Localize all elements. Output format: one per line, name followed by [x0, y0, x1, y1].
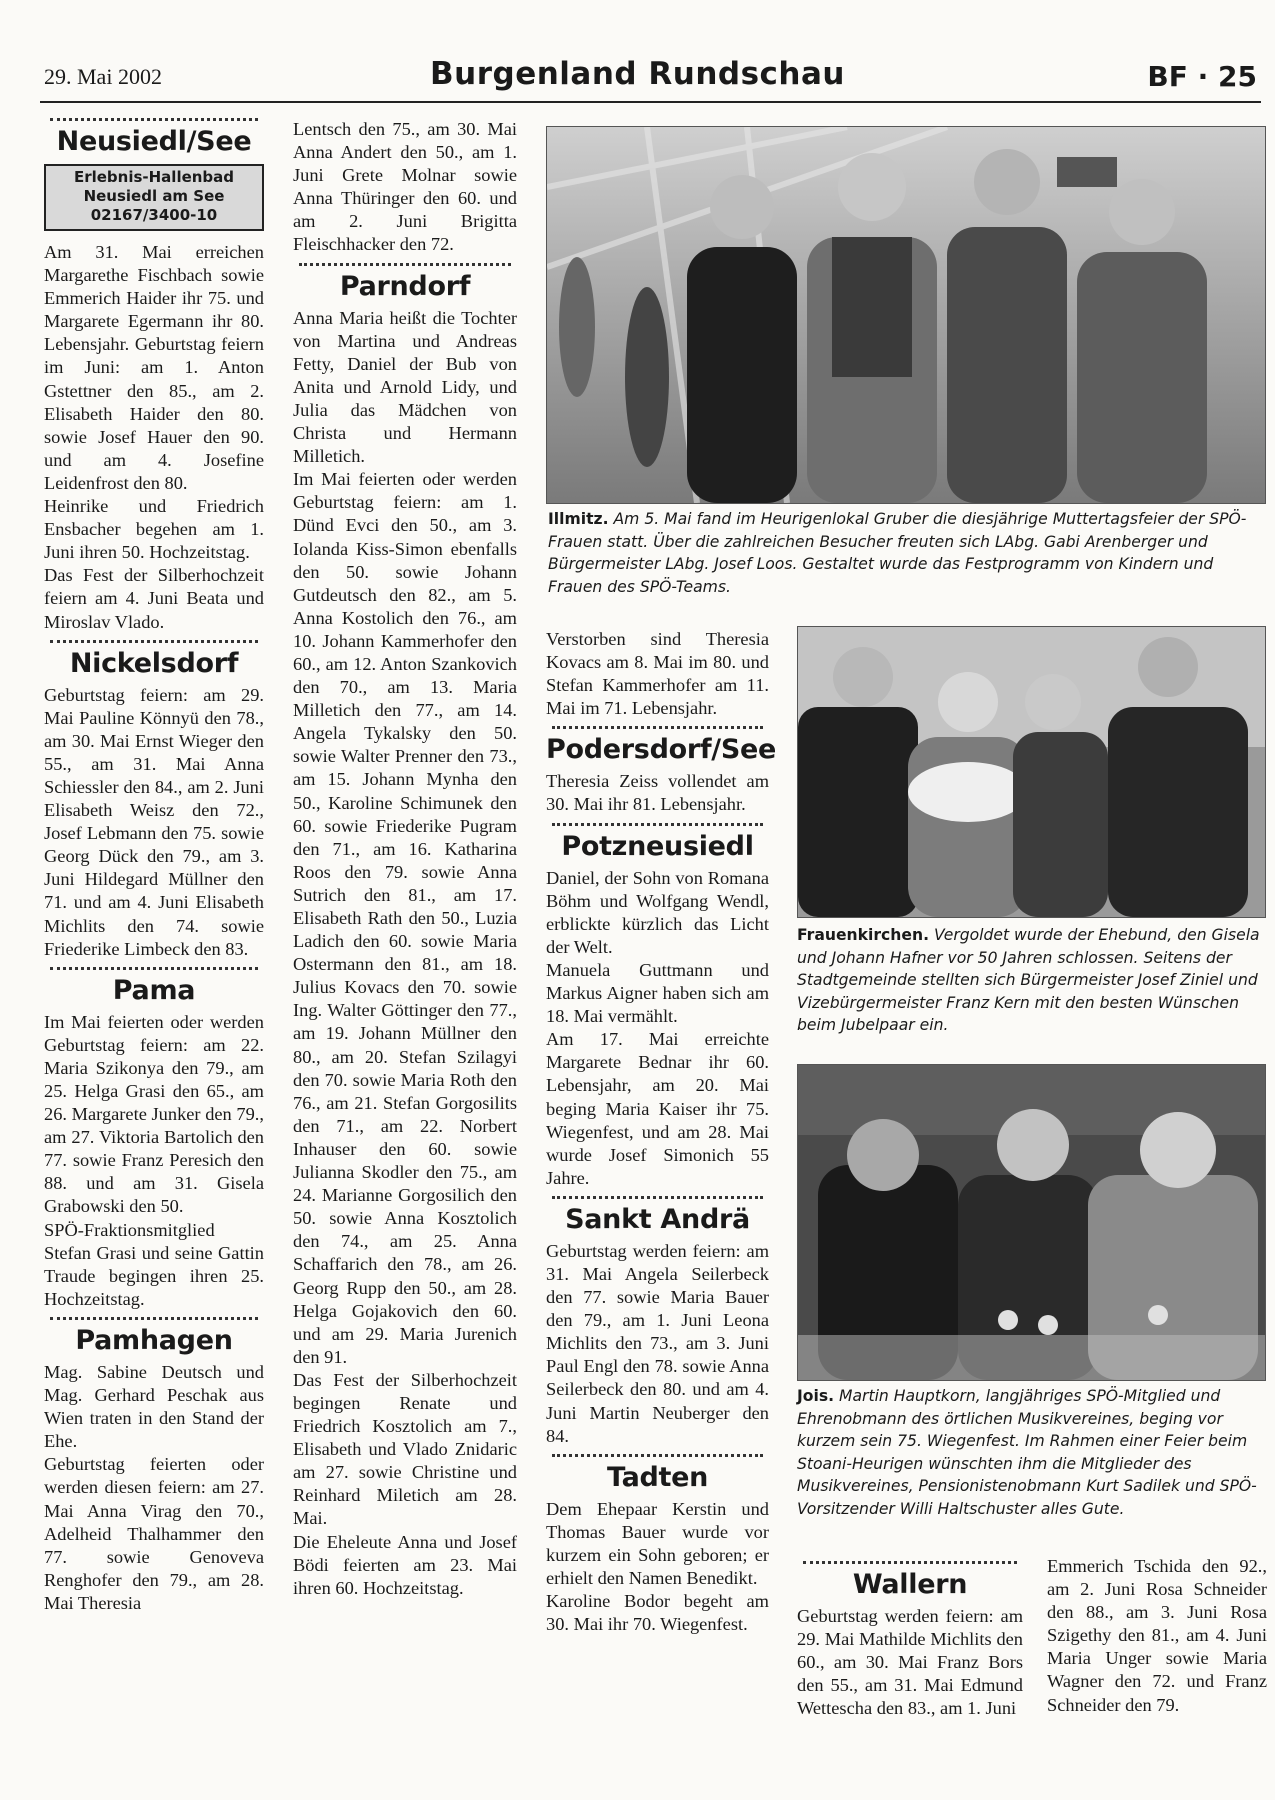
section-divider: [50, 118, 258, 121]
article-paragraph: Am 17. Mai erreichte Margarete Bednar ihr 60. Lebensjahr, am 20. Mai beging Maria Kaiser ihr 75. Wiegenfest, und am 28. Mai wurde Josef Simonich 55 Jahre.: [546, 1029, 769, 1188]
advertisement-box: [44, 164, 264, 231]
heading-parndorf: Parndorf: [339, 270, 471, 302]
column-2: [293, 118, 517, 1600]
article-paragraph: Am 31. Mai erreichen Margarethe Fischbach sowie Emmerich Haider ihr 75. und Margarete Egermann ihr 80. Lebensjahr. Geburtstag feiern im Juni: am 1. Anton Gstettner den 85., am 2. Elisabeth Haider den 80. sowie Josef Hauer den 90. und am 4. Josefine Leidenfrost den 80.: [44, 242, 264, 493]
section-divider: [552, 823, 763, 826]
caption-frauenkirchen: [797, 924, 1265, 1037]
heading-podersdorf: Podersdorf/See: [546, 734, 777, 766]
photo-frauenkirchen-image: [798, 627, 1265, 917]
caption-text: Am 5. Mai fand im Heurigenlokal Gruber die diesjährige Muttertagsfeier der SPÖ-Frauen statt. Über die zahlreichen Besucher freuten sich LAbg. Gabi Arenberger und Bürgermeister LAbg. Josef Loos. Gestaltet wurde das Festprogramm von Kindern und Frauen des SPÖ-Teams.: [548, 510, 1247, 596]
caption-place: Jois.: [797, 1387, 835, 1405]
article-paragraph: Karoline Bodor begeht am 30. Mai ihr 70. Wiegenfest.: [546, 1591, 769, 1635]
article-paragraph: Das Fest der Silberhochzeit begingen Renate und Friedrich Kosztolich am 7., Elisabeth und Vlado Znidaric am 27. sowie Christine und Reinhard Miletich am 28. Mai.: [293, 1369, 517, 1529]
page-number: BF · 25: [1147, 60, 1257, 93]
header-rule: [40, 101, 1261, 103]
ad-phone: 02167/3400-10: [90, 206, 218, 224]
article-paragraph: Geburtstag feierten oder werden diesen feiern: am 27. Mai Anna Virag den 70., Adelheid Thalhammer den 77. sowie Genoveva Renghofer den 79., am 28. Mai Theresia: [44, 1454, 264, 1613]
heading-pamhagen: Pamhagen: [75, 1324, 233, 1356]
article-paragraph: Theresia Zeiss vollendet am 30. Mai ihr 81. Lebensjahr.: [546, 771, 769, 815]
photo-illmitz-image: [547, 127, 1265, 503]
ad-line: Erlebnis-Hallenbad: [73, 168, 235, 186]
section-divider: [803, 1561, 1017, 1564]
section-divider: [50, 1317, 258, 1320]
issue-date: 29. Mai 2002: [44, 64, 162, 89]
section-divider: [299, 263, 511, 266]
section-divider: [552, 1454, 763, 1457]
article-paragraph: Geburtstag werden feiern: am 29. Mai Mathilde Michlits den 60., am 30. Mai Franz Bors den 55., am 31. Mai Edmund Wettescha den 83., am 1. Juni: [797, 1606, 1023, 1719]
article-paragraph: Das Fest der Silberhochzeit feiern am 4. Juni Beata und Miroslav Vlado.: [44, 565, 264, 632]
article-paragraph: Geburtstag feiern: am 29. Mai Pauline Könnyü den 78., am 30. Mai Ernst Wieger den 55., am 31. Mai Anna Schiessler den 84., am 2. Juni Elisabeth Weisz den 72., Josef Lebmann den 75. sowie Georg Dück den 79., am 3. Juni Hildegard Müllner den 71. und am 4. Juni Elisabeth Michlits den 74. sowie Friederike Limbeck den 83.: [44, 684, 264, 959]
heading-nickelsdorf: Nickelsdorf: [69, 647, 239, 679]
article-paragraph: Lentsch den 75., am 30. Mai Anna Andert den 50., am 1. Juni Grete Molnar sowie Anna Thüringer den 60. und am 2. Juni Brigitta Fleischhacker den 72.: [293, 119, 517, 255]
heading-wallern: Wallern: [852, 1569, 968, 1600]
article-paragraph: Die Eheleute Anna und Josef Bödi feierten am 23. Mai ihren 60. Hochzeitstag.: [293, 1531, 517, 1598]
photo-illmitz: [546, 126, 1266, 504]
heading-tadten: Tadten: [606, 1461, 709, 1493]
section-divider: [552, 726, 763, 729]
article-paragraph: Emmerich Tschida den 92., am 2. Juni Rosa Schneider den 88., am 3. Juni Rosa Szigethy den 81., am 4. Juni Maria Unger sowie Maria Wagner den 72. und Franz Schneider den 79.: [1047, 1556, 1267, 1715]
article-paragraph: Im Mai feierten oder werden Geburtstag feiern: am 22. Maria Szikonya den 79., am 25. Helga Grasi den 65., am 26. Margarete Junker den 79., am 27. Viktoria Bartolich den 77. sowie Franz Peresich den 88. und am 31. Gisela Grabowski den 50.: [44, 1011, 264, 1217]
article-paragraph: Heinrike und Friedrich Ensbacher begehen am 1. Juni ihren 50. Hochzeitstag.: [44, 496, 264, 563]
column-4-bottom-right: [1047, 1555, 1267, 1717]
article-paragraph: Manuela Guttmann und Markus Aigner haben sich am 18. Mai vermählt.: [546, 959, 769, 1027]
heading-pama: Pama: [112, 974, 196, 1006]
section-divider: [50, 640, 258, 643]
column-3: [546, 628, 777, 1636]
photo-frauenkirchen: [797, 626, 1266, 918]
section-divider: [552, 1196, 763, 1199]
section-divider: [50, 967, 258, 970]
article-paragraph: SPÖ-Fraktionsmitglied Stefan Grasi und seine Gattin Traude begingen ihren 25. Hochzeitstag.: [44, 1219, 264, 1309]
article-paragraph: Dem Ehepaar Kerstin und Thomas Bauer wurde vor kurzem ein Sohn geboren; er erhielt den Namen Benedikt.: [546, 1498, 769, 1588]
heading-neusiedl: Neusiedl/See: [56, 126, 252, 157]
article-paragraph: Daniel, der Sohn von Romana Böhm und Wolfgang Wendl, erblickte kürzlich das Licht der Welt.: [546, 867, 769, 957]
column-1: [44, 112, 264, 1615]
article-paragraph: Mag. Sabine Deutsch und Mag. Gerhard Peschak aus Wien traten in den Stand der Ehe.: [44, 1361, 264, 1452]
caption-illmitz: [548, 508, 1264, 598]
caption-place: Frauenkirchen.: [797, 926, 929, 944]
newspaper-title: Burgenland Rundschau: [430, 56, 845, 92]
article-paragraph: Im Mai feierten oder werden Geburtstag feiern: am 1. Dünd Evci den 50., am 3. Iolanda Kiss-Simon ebenfalls den 50. sowie Johann Gutdeutsch den 82., am 5. Anna Kostolich den 76., am 10. Johann Kammerhofer den 60., am 12. Anton Szankovich den 70., am 13. Maria Milletich den 77., am 14. Angela Tykalsky den 50. sowie Walter Prenner den 73., am 15. Johann Mynha den 50., Karoline Schimunek den 60. sowie Friederike Pugram den 71., am 16. Katharina Roos den 79. sowie Anna Sutrich den 81., am 17. Elisabeth Rath den 50., Luzia Ladich den 60. sowie Maria Ostermann den 81., am 18. Julius Kovacs den 70. sowie Ing. Walter Göttinger den 77., am 19. Johann Müllner den 80., am 20. Stefan Szilagyi den 70. sowie Maria Roth den 76., am 21. Stefan Gorgosilits den 71., am 22. Norbert Inhauser den 60. sowie Julianna Skodler den 75., am 24. Marianne Gorgosilich den 50. sowie Anna Kosztolich den 74., am 25. Anna Schaffarich den 78., am 26. Georg Rupp den 50., am 28. Helga Gojakovich den 60. und am 29. Maria Jurenich den 91.: [293, 469, 517, 1367]
caption-place: Illmitz.: [548, 510, 609, 528]
heading-sankt-andrae: Sankt Andrä: [565, 1203, 750, 1235]
heading-potzneusiedl: Potzneusiedl: [561, 830, 754, 862]
ad-line: Neusiedl am See: [83, 187, 225, 205]
photo-jois: [797, 1064, 1266, 1381]
caption-text: Vergoldet wurde der Ehebund, den Gisela und Johann Hafner vor 50 Jahren schlossen. Seitens der Stadtgemeinde stellten sich Bürgermeister Josef Ziniel und Vizebürgermeister Franz Kern mit den besten Wünschen beim Jubelpaar ein.: [797, 926, 1260, 1034]
article-paragraph: Geburtstag werden feiern: am 31. Mai Angela Seilerbeck den 77. sowie Maria Bauer den 79., am 1. Juni Leona Michlits den 73., am 3. Juni Paul Engl den 78. sowie Anna Seilerbeck den 80. und am 4. Juni Martin Neuberger den 84.: [546, 1240, 769, 1446]
article-paragraph: Verstorben sind Theresia Kovacs am 8. Mai im 80. und Stefan Kammerhofer am 11. Mai im 71. Lebensjahr.: [546, 629, 769, 719]
photo-jois-image: [798, 1065, 1265, 1380]
caption-jois: [797, 1385, 1265, 1520]
article-paragraph: Anna Maria heißt die Tochter von Martina und Andreas Fetty, Daniel der Bub von Anita und Arnold Lidy, und Julia das Mädchen von Christa und Hermann Milletich.: [293, 307, 517, 467]
caption-text: Martin Hauptkorn, langjähriges SPÖ-Mitglied und Ehrenobmann des örtlichen Musikvereines, beging vor kurzem sein 75. Wiegenfest. Im Rahmen einer Feier beim Stoani-Heurigen wünschten ihm die Mitglieder des Musikvereines, Pensionistenobmann Kurt Sadilek und SPÖ-Vorsitzender Willi Haltschuster alles Gute.: [797, 1387, 1257, 1518]
column-4-bottom-left: [797, 1555, 1023, 1720]
